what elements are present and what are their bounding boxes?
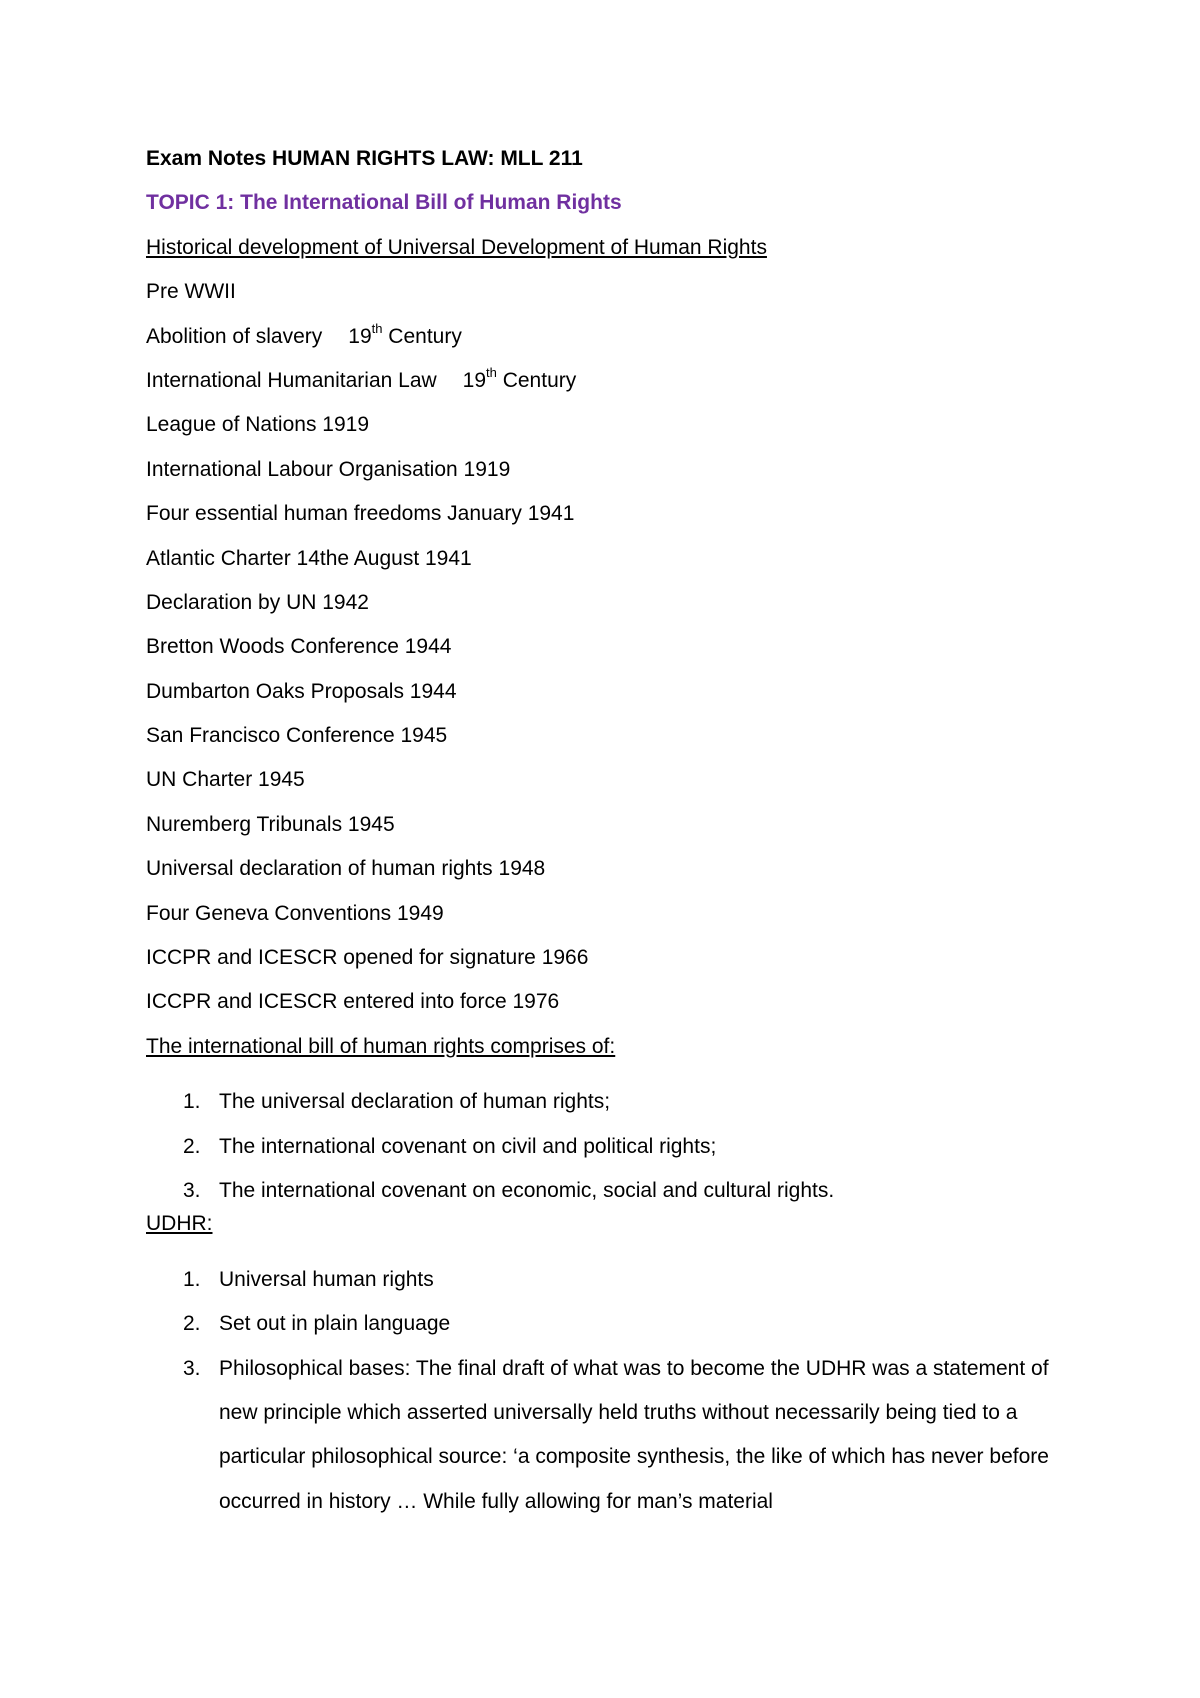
event-item: ICCPR and ICESCR entered into force 1976	[146, 990, 560, 1014]
list-text: Philosophical bases: The final draft of what was to become the UDHR was a statement of new principle which asserted universally held truths without necessarily being tied to a particular philosophical source: ‘a composite synthesis, the like of which has never before occurred in history … While fully allowing for man’s material	[219, 1356, 1049, 1513]
document-title: Exam Notes HUMAN RIGHTS LAW: MLL 211	[146, 147, 583, 170]
section-heading: Historical development of Universal Development of Human Rights	[146, 235, 767, 259]
timeline-item	[146, 364, 1076, 414]
event-item: Atlantic Charter 14the August 1941	[146, 546, 472, 570]
event-item: UN Charter 1945	[146, 768, 305, 792]
timeline-item-suffix: Century	[382, 324, 462, 348]
timeline-item-text: International Humanitarian Law	[146, 368, 437, 392]
list-number: 3.	[183, 1356, 201, 1380]
timeline-item	[146, 320, 1076, 370]
list-item	[146, 1347, 1076, 1525]
timeline-item-text: Abolition of slavery	[146, 324, 323, 348]
list-item	[146, 1258, 1076, 1302]
event-item: Universal declaration of human rights 1948	[146, 857, 546, 881]
event-item: Declaration by UN 1942	[146, 590, 369, 614]
timeline-item-suffix: Century	[496, 368, 577, 392]
list-text: The international covenant on civil and political rights;	[219, 1134, 717, 1158]
list-text: The international covenant on economic, social and cultural rights.	[219, 1179, 835, 1203]
event-item: International Labour Organisation 1919	[146, 457, 511, 481]
topic-heading: TOPIC 1: The International Bill of Human Rights	[146, 191, 622, 215]
list-number: 1.	[183, 1090, 201, 1114]
event-item: ICCPR and ICESCR opened for signature 1966	[146, 946, 589, 970]
event-item: San Francisco Conference 1945	[146, 724, 448, 748]
udhr-list	[146, 1258, 1076, 1524]
document-page	[146, 148, 1076, 1524]
list-item	[146, 1080, 1076, 1124]
event-item: Dumbarton Oaks Proposals 1944	[146, 679, 457, 703]
list-item	[146, 1169, 1076, 1213]
timeline-item-year: 19	[462, 368, 487, 392]
list-number: 1.	[183, 1267, 201, 1291]
event-item: Four Geneva Conventions 1949	[146, 901, 444, 925]
event-item: League of Nations 1919	[146, 413, 370, 437]
event-item: Nuremberg Tribunals 1945	[146, 812, 395, 836]
timeline-item-year: 19	[348, 324, 372, 348]
event-item: Bretton Woods Conference 1944	[146, 635, 452, 659]
list-number: 2.	[183, 1312, 201, 1336]
list-text: Set out in plain language	[219, 1312, 451, 1336]
bill-list	[146, 1080, 1076, 1213]
list-text: Universal human rights	[219, 1267, 434, 1291]
pre-wwii-label: Pre WWII	[146, 280, 236, 304]
list-item	[146, 1125, 1076, 1169]
bill-heading: The international bill of human rights comprises of:	[146, 1034, 616, 1058]
event-item: Four essential human freedoms January 1941	[146, 502, 575, 526]
list-text: The universal declaration of human rights;	[219, 1090, 611, 1114]
list-item	[146, 1302, 1076, 1346]
list-number: 2.	[183, 1134, 201, 1158]
udhr-heading: UDHR:	[146, 1212, 213, 1236]
timeline-item-sup: th	[486, 364, 497, 380]
list-number: 3.	[183, 1179, 201, 1203]
timeline-item-sup: th	[371, 320, 383, 336]
